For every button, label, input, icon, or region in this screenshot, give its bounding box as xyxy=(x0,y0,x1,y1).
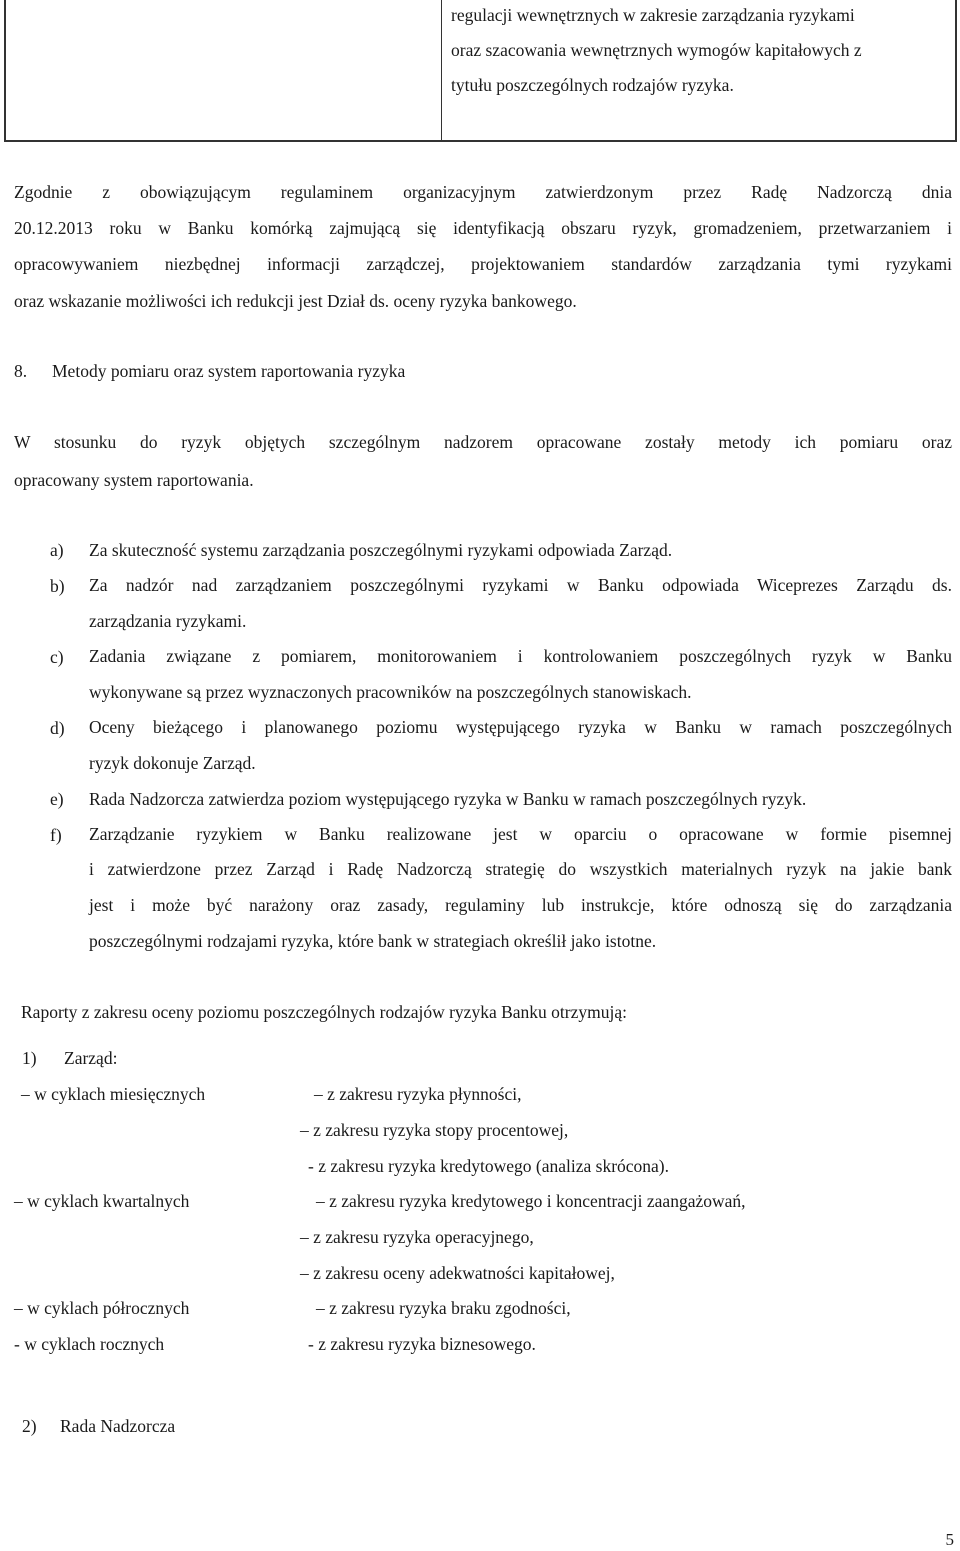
schedule-right-7: – z zakresu ryzyka braku zgodności, xyxy=(316,1298,571,1318)
schedule-right-3: - z zakresu ryzyka kredytowego (analiza skrócona). xyxy=(308,1156,670,1176)
list-label-a: a) xyxy=(50,540,64,560)
recipient-2-number: 2) xyxy=(22,1416,37,1436)
list-item-d-line-1: Oceny bieżącego i planowanego poziomu występującego ryzyka w Banku w ramach poszczególnych xyxy=(89,717,952,737)
list-item-c-line-1: Zadania związane z pomiarem, monitorowaniem i kontrolowaniem poszczególnych ryzyk w Banku xyxy=(89,646,952,666)
schedule-right-8: - z zakresu ryzyka biznesowego. xyxy=(308,1334,536,1354)
recipient-1-name: Zarząd: xyxy=(64,1048,118,1068)
list-item-f-line-3: jest i może być narażony oraz zasady, regulaminy lub instrukcje, które odnoszą się do zarządzania xyxy=(89,895,952,915)
intro-line-4: oraz wskazanie możliwości ich redukcji jest Dział ds. oceny ryzyka bankowego. xyxy=(14,291,577,311)
table-divider xyxy=(441,0,442,140)
intro-line-2: 20.12.2013 roku w Banku komórką zajmującą się identyfikacją obszaru ryzyk, gromadzeniem, przetwarzaniem i xyxy=(14,218,952,238)
list-item-d-line-2: ryzyk dokonuje Zarząd. xyxy=(89,753,256,773)
list-label-c: c) xyxy=(50,647,64,667)
list-item-e-line-1: Rada Nadzorcza zatwierdza poziom występującego ryzyka w Banku w ramach poszczególnych ryzyk. xyxy=(89,789,807,809)
list-label-f: f) xyxy=(50,825,62,845)
recipient-1-number: 1) xyxy=(22,1048,37,1068)
para2-line-2: opracowany system raportowania. xyxy=(14,470,254,490)
list-item-a-line-1: Za skuteczność systemu zarządzania poszczególnymi ryzykami odpowiada Zarząd. xyxy=(89,540,673,560)
list-label-b: b) xyxy=(50,576,65,596)
list-label-e: e) xyxy=(50,789,64,809)
list-item-b-line-1: Za nadzór nad zarządzaniem poszczególnymi ryzykami w Banku odpowiada Wiceprezes Zarządu ds. xyxy=(89,575,952,595)
schedule-left-1: – w cyklach miesięcznych xyxy=(21,1084,206,1104)
schedule-right-4: – z zakresu ryzyka kredytowego i koncentracji zaangażowań, xyxy=(316,1191,746,1211)
schedule-left-4: - w cyklach rocznych xyxy=(14,1334,165,1354)
table-cell-line-1: regulacji wewnętrznych w zakresie zarządzania ryzykami xyxy=(451,5,855,25)
schedule-right-1: – z zakresu ryzyka płynności, xyxy=(314,1084,522,1104)
list-item-f-line-2: i zatwierdzone przez Zarząd i Radę Nadzorczą strategię do wszystkich materialnych ryzyk na jakie bank xyxy=(89,859,952,879)
schedule-left-2: – w cyklach kwartalnych xyxy=(14,1191,190,1211)
table-cell-line-2: oraz szacowania wewnętrznych wymogów kapitałowych z xyxy=(451,40,862,60)
reports-intro: Raporty z zakresu oceny poziomu poszczególnych rodzajów ryzyka Banku otrzymują: xyxy=(21,1002,627,1022)
list-item-b-line-2: zarządzania ryzykami. xyxy=(89,611,247,631)
schedule-left-3: – w cyklach półrocznych xyxy=(14,1298,190,1318)
schedule-right-5: – z zakresu ryzyka operacyjnego, xyxy=(300,1227,534,1247)
section-number: 8. xyxy=(14,361,28,381)
schedule-right-2: – z zakresu ryzyka stopy procentowej, xyxy=(300,1120,569,1140)
intro-line-1: Zgodnie z obowiązującym regulaminem organizacyjnym zatwierdzonym przez Radę Nadzorczą dnia xyxy=(14,182,952,202)
list-item-c-line-2: wykonywane są przez wyznaczonych pracowników na poszczególnych stanowiskach. xyxy=(89,682,692,702)
recipient-2-name: Rada Nadzorcza xyxy=(60,1416,176,1436)
section-title: Metody pomiaru oraz system raportowania ryzyka xyxy=(52,361,406,381)
list-label-d: d) xyxy=(50,718,65,738)
list-item-f-line-1: Zarządzanie ryzykiem w Banku realizowane jest w oparciu o opracowane w formie pisemnej xyxy=(89,824,952,844)
para2-line-1: W stosunku do ryzyk objętych szczególnym nadzorem opracowane zostały metody ich pomiaru oraz xyxy=(14,432,952,452)
list-item-f-line-4: poszczególnymi rodzajami ryzyka, które bank w strategiach określił jako istotne. xyxy=(89,931,657,951)
intro-line-3: opracowywaniem niezbędnej informacji zarządczej, projektowaniem standardów zarządzania tymi ryzykami xyxy=(14,254,952,274)
schedule-right-6: – z zakresu oceny adekwatności kapitałowej, xyxy=(300,1263,615,1283)
table-cell-line-3: tytułu poszczególnych rodzajów ryzyka. xyxy=(451,75,734,95)
page-number: 5 xyxy=(945,1530,954,1549)
